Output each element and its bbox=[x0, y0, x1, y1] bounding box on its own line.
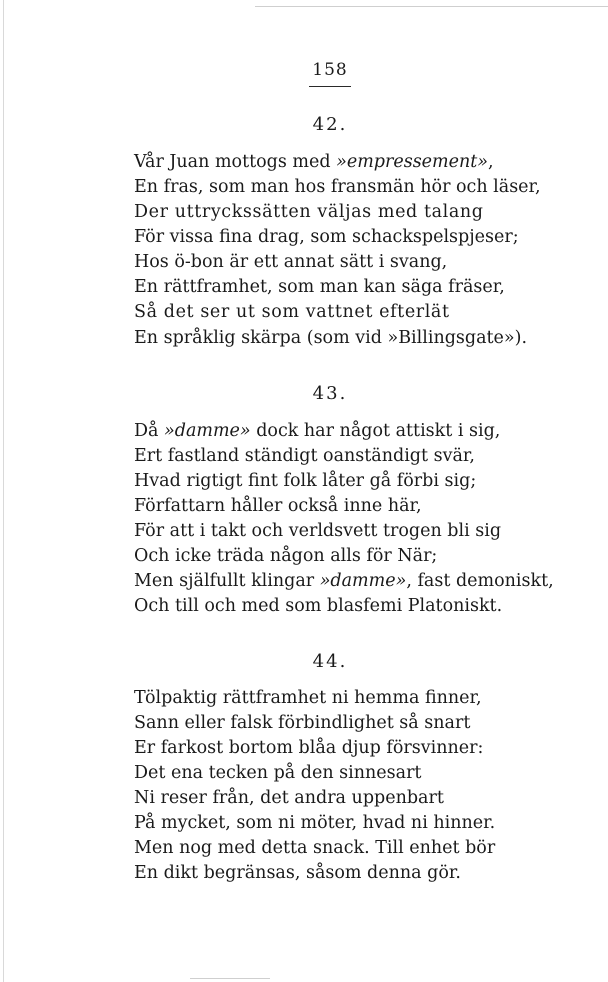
verse-line: Ni reser från, det andra uppenbart bbox=[134, 788, 444, 808]
italic-phrase: »damme» bbox=[164, 421, 251, 441]
page-left-edge bbox=[3, 0, 4, 982]
verse-line: För vissa fina drag, som schackspelspjeser; bbox=[134, 227, 519, 247]
stanza-number-44: 44. bbox=[312, 651, 348, 672]
verse-line: Vår Juan mottogs med »empressement», bbox=[134, 152, 494, 172]
verse-line: En dikt begränsas, såsom denna gör. bbox=[134, 863, 461, 883]
verse-line: Och icke träda någon alls för När; bbox=[134, 546, 438, 566]
verse-line: En språklig skärpa (som vid »Billingsgate»). bbox=[134, 328, 528, 348]
page-number-underline bbox=[309, 86, 351, 87]
verse-line: Tölpaktig rättframhet ni hemma finner, bbox=[134, 688, 482, 708]
verse-line: På mycket, som ni möter, hvad ni hinner. bbox=[134, 813, 496, 833]
page-number: 158 bbox=[312, 60, 348, 80]
verse-line: För att i takt och verldsvett trogen bli sig bbox=[134, 521, 502, 541]
italic-phrase: »empressement» bbox=[336, 152, 489, 172]
verse-line: Det ena tecken på den sinnesart bbox=[134, 763, 422, 783]
verse-line: Och till och med som blasfemi Platoniskt. bbox=[134, 596, 503, 616]
stanza-number-43: 43. bbox=[312, 383, 348, 404]
verse-line: Er farkost bortom blåa djup försvinner: bbox=[134, 738, 484, 758]
verse-line: En fras, som man hos fransmän hör och läser, bbox=[134, 177, 541, 197]
bottom-edge-rule bbox=[190, 978, 270, 979]
verse-line: Hvad rigtigt fint folk låter gå förbi sig; bbox=[134, 471, 477, 491]
stanza-number-42: 42. bbox=[312, 114, 348, 135]
top-edge-rule bbox=[255, 6, 608, 7]
verse-line: Ert fastland ständigt oanständigt svär, bbox=[134, 446, 475, 466]
verse-line: Då »damme» dock har något attiskt i sig, bbox=[134, 421, 501, 441]
verse-line: Men själfullt klingar »damme», fast demoniskt, bbox=[134, 571, 554, 591]
verse-line: Der uttryckssätten väljas med talang bbox=[134, 202, 484, 222]
verse-line: Men nog med detta snack. Till enhet bör bbox=[134, 838, 496, 858]
verse-line: Sann eller falsk förbindlighet så snart bbox=[134, 713, 471, 733]
verse-line: Så det ser ut som vattnet efterlät bbox=[134, 302, 450, 322]
verse-line: En rättframhet, som man kan säga fräser, bbox=[134, 277, 505, 297]
italic-phrase: »damme» bbox=[319, 571, 407, 591]
verse-line: Författarn håller också inne här, bbox=[134, 496, 422, 516]
verse-line: Hos ö-bon är ett annat sätt i svang, bbox=[134, 252, 448, 272]
